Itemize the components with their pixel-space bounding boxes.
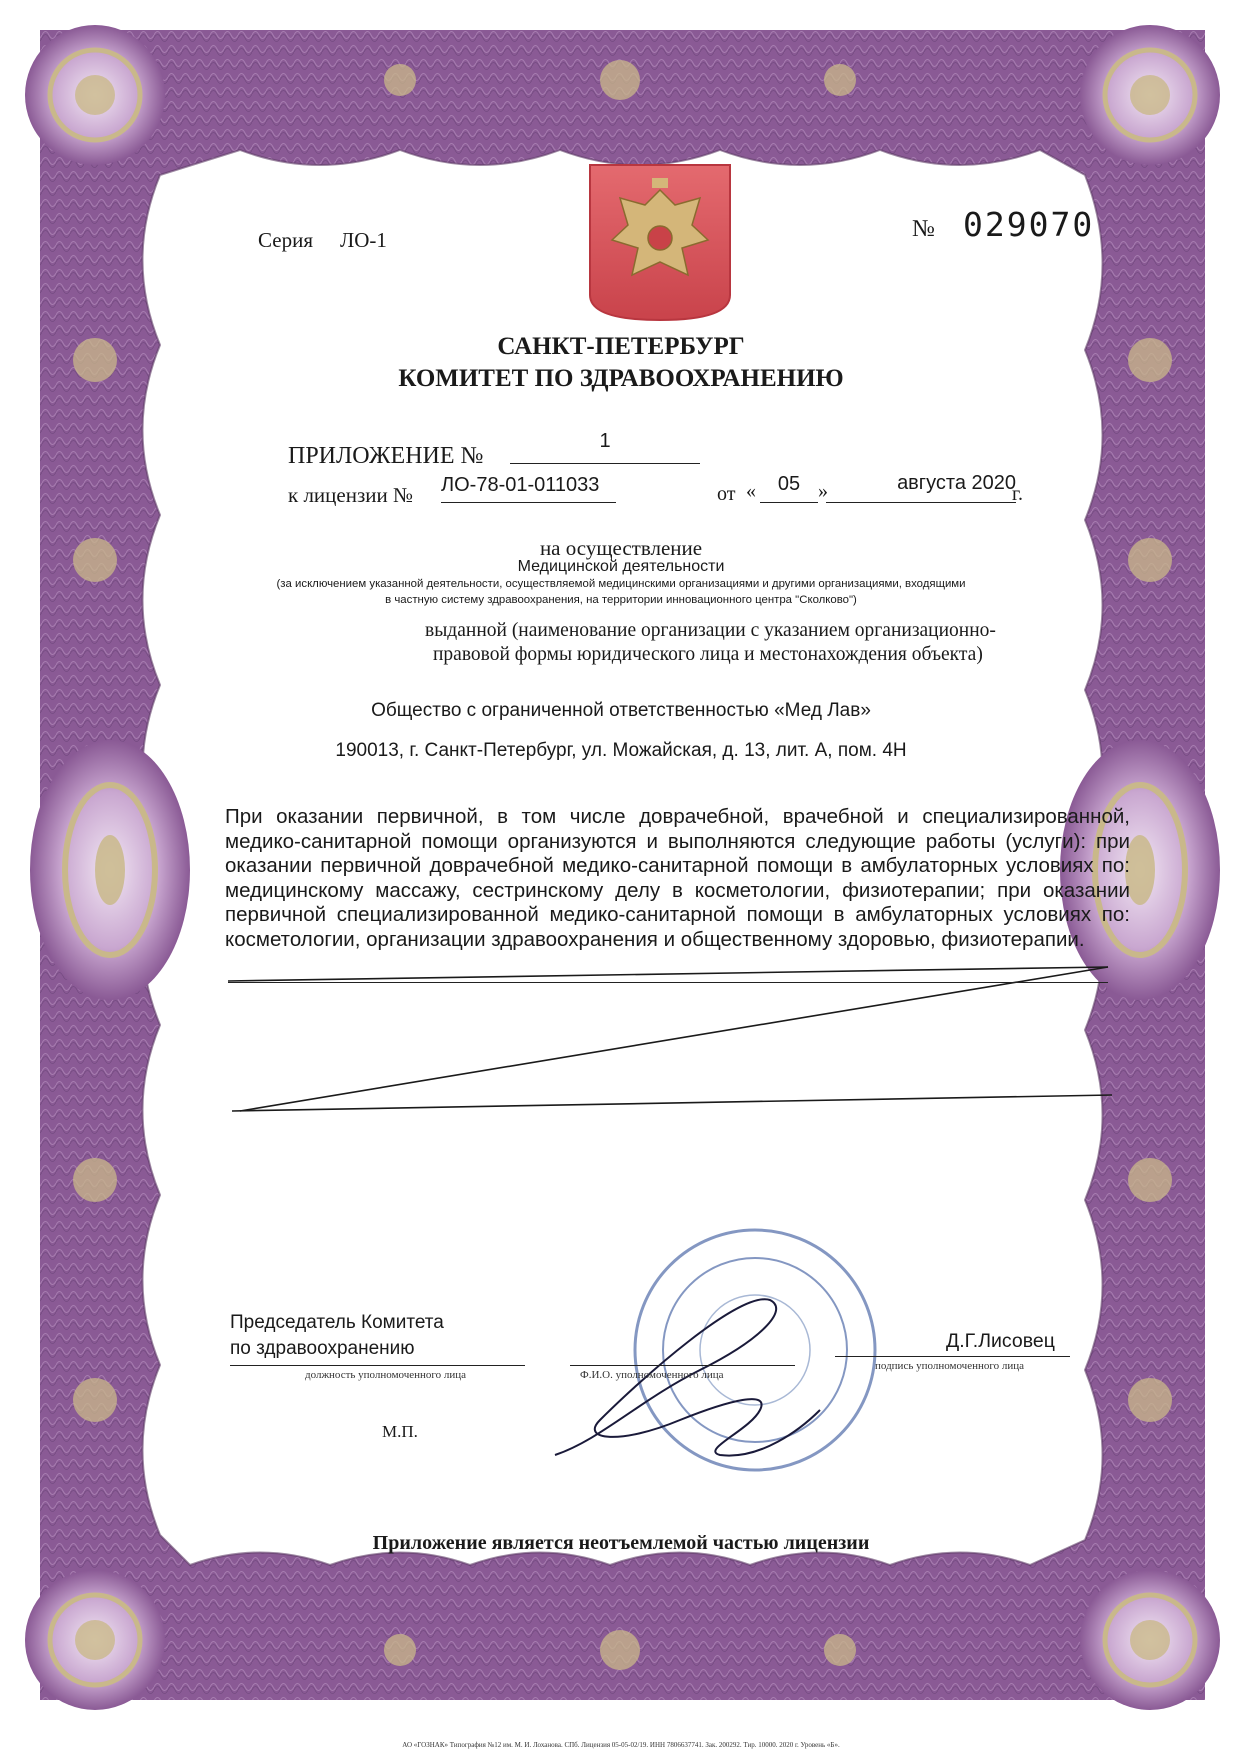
corner-ornament-top-right bbox=[1080, 25, 1220, 165]
issued-to-caption-line-2: правовой формы юридического лица и местонахождения объекта) bbox=[433, 644, 983, 665]
signatory-position-line-1: Председатель Комитета bbox=[230, 1312, 444, 1333]
license-form-number: 029070 bbox=[963, 205, 1095, 244]
position-underline bbox=[230, 1365, 525, 1366]
activity-note-line-1: (за исключением указанной деятельности, осуществляемой медицинскими организациями и другими организациями, входящими bbox=[276, 578, 966, 590]
signature-underline bbox=[835, 1356, 1070, 1357]
date-day: 05 bbox=[777, 473, 801, 495]
activity-name: Медицинской деятельности bbox=[517, 558, 725, 575]
printer-imprint: АО «ГОЗНАК» Типография №12 им. М. И. Лоханова. СПб. Лицензия 05-05-02/19. ИНН 7806637741. Зак. 200292. Тир. 10000. 2020 г. Уровень «Б». bbox=[402, 1741, 840, 1749]
seal-place-label: М.П. bbox=[382, 1422, 418, 1441]
appendix-number: 1 bbox=[599, 430, 611, 452]
appendix-label: ПРИЛОЖЕНИЕ № bbox=[288, 443, 484, 469]
official-stamp bbox=[635, 1230, 875, 1470]
side-ornament-left bbox=[30, 740, 190, 1000]
license-number: ЛО-78-01-011033 bbox=[441, 474, 600, 496]
license-underline bbox=[441, 502, 616, 503]
series-label: Серия bbox=[258, 228, 313, 252]
appendix-underline bbox=[510, 463, 700, 464]
organization-address: 190013, г. Санкт-Петербург, ул. Можайская, д. 13, лит. А, пом. 4Н bbox=[335, 740, 907, 761]
authority-title: КОМИТЕТ ПО ЗДРАВООХРАНЕНИЮ bbox=[398, 365, 844, 392]
name-underline bbox=[570, 1365, 795, 1366]
organization-name: Общество с ограниченной ответственностью «Мед Лав» bbox=[371, 700, 871, 721]
date-quote-close: » bbox=[818, 480, 828, 502]
issued-to-caption-line-1: выданной (наименование организации с указанием организационно- bbox=[425, 620, 996, 641]
date-prefix: от bbox=[717, 483, 736, 505]
coat-of-arms-icon bbox=[590, 165, 730, 320]
signatory-name: Д.Г.Лисовец bbox=[946, 1330, 1055, 1352]
corner-ornament-bottom-right bbox=[1080, 1570, 1220, 1710]
license-label: к лицензии № bbox=[288, 483, 414, 507]
date-quote-open: « bbox=[746, 480, 756, 502]
date-month-year: августа 2020 bbox=[897, 472, 1016, 494]
activity-intro: на осуществление bbox=[539, 536, 703, 560]
blank-space-strikeout bbox=[228, 967, 1112, 1111]
date-month-underline bbox=[826, 502, 1016, 503]
services-description bbox=[225, 805, 1130, 953]
date-year-suffix: г. bbox=[1012, 483, 1023, 505]
date-day-underline bbox=[760, 502, 818, 503]
signatory-position-line-2: по здравоохранению bbox=[230, 1338, 415, 1359]
activity-note-line-2: в частную систему здравоохранения, на территории инновационного центра "Сколково") bbox=[385, 594, 857, 606]
corner-ornament-top-left bbox=[25, 25, 165, 165]
series-value: ЛО-1 bbox=[340, 228, 387, 252]
position-caption: должность уполномоченного лица bbox=[305, 1369, 467, 1381]
signature-caption: подпись уполномоченного лица bbox=[875, 1360, 1024, 1372]
number-sign: № bbox=[912, 216, 935, 242]
services-end-underline bbox=[228, 982, 1108, 983]
services-text: При оказании первичной, в том числе доврачебной, врачебной и специализированной, медико-санитарной помощи организуются и выполняются следующие работы (услуги): при оказании первичной доврачебной медико-санитарной помощи в амбулаторных условиях по: медицинскому массажу, сестринскому делу в косметологии, физиотерапии; при оказании первичной специализированной медико-санитарной помощи в амбулаторных условиях по: косметологии, организации здравоохранения и общественному здоровью, физиотерапии. bbox=[225, 805, 1130, 951]
footer-statement: Приложение является неотъемлемой частью лицензии bbox=[372, 1532, 870, 1554]
city-title: САНКТ-ПЕТЕРБУРГ bbox=[497, 333, 745, 360]
name-caption: Ф.И.О. уполномоченного лица bbox=[580, 1369, 724, 1381]
corner-ornament-bottom-left bbox=[25, 1570, 165, 1710]
